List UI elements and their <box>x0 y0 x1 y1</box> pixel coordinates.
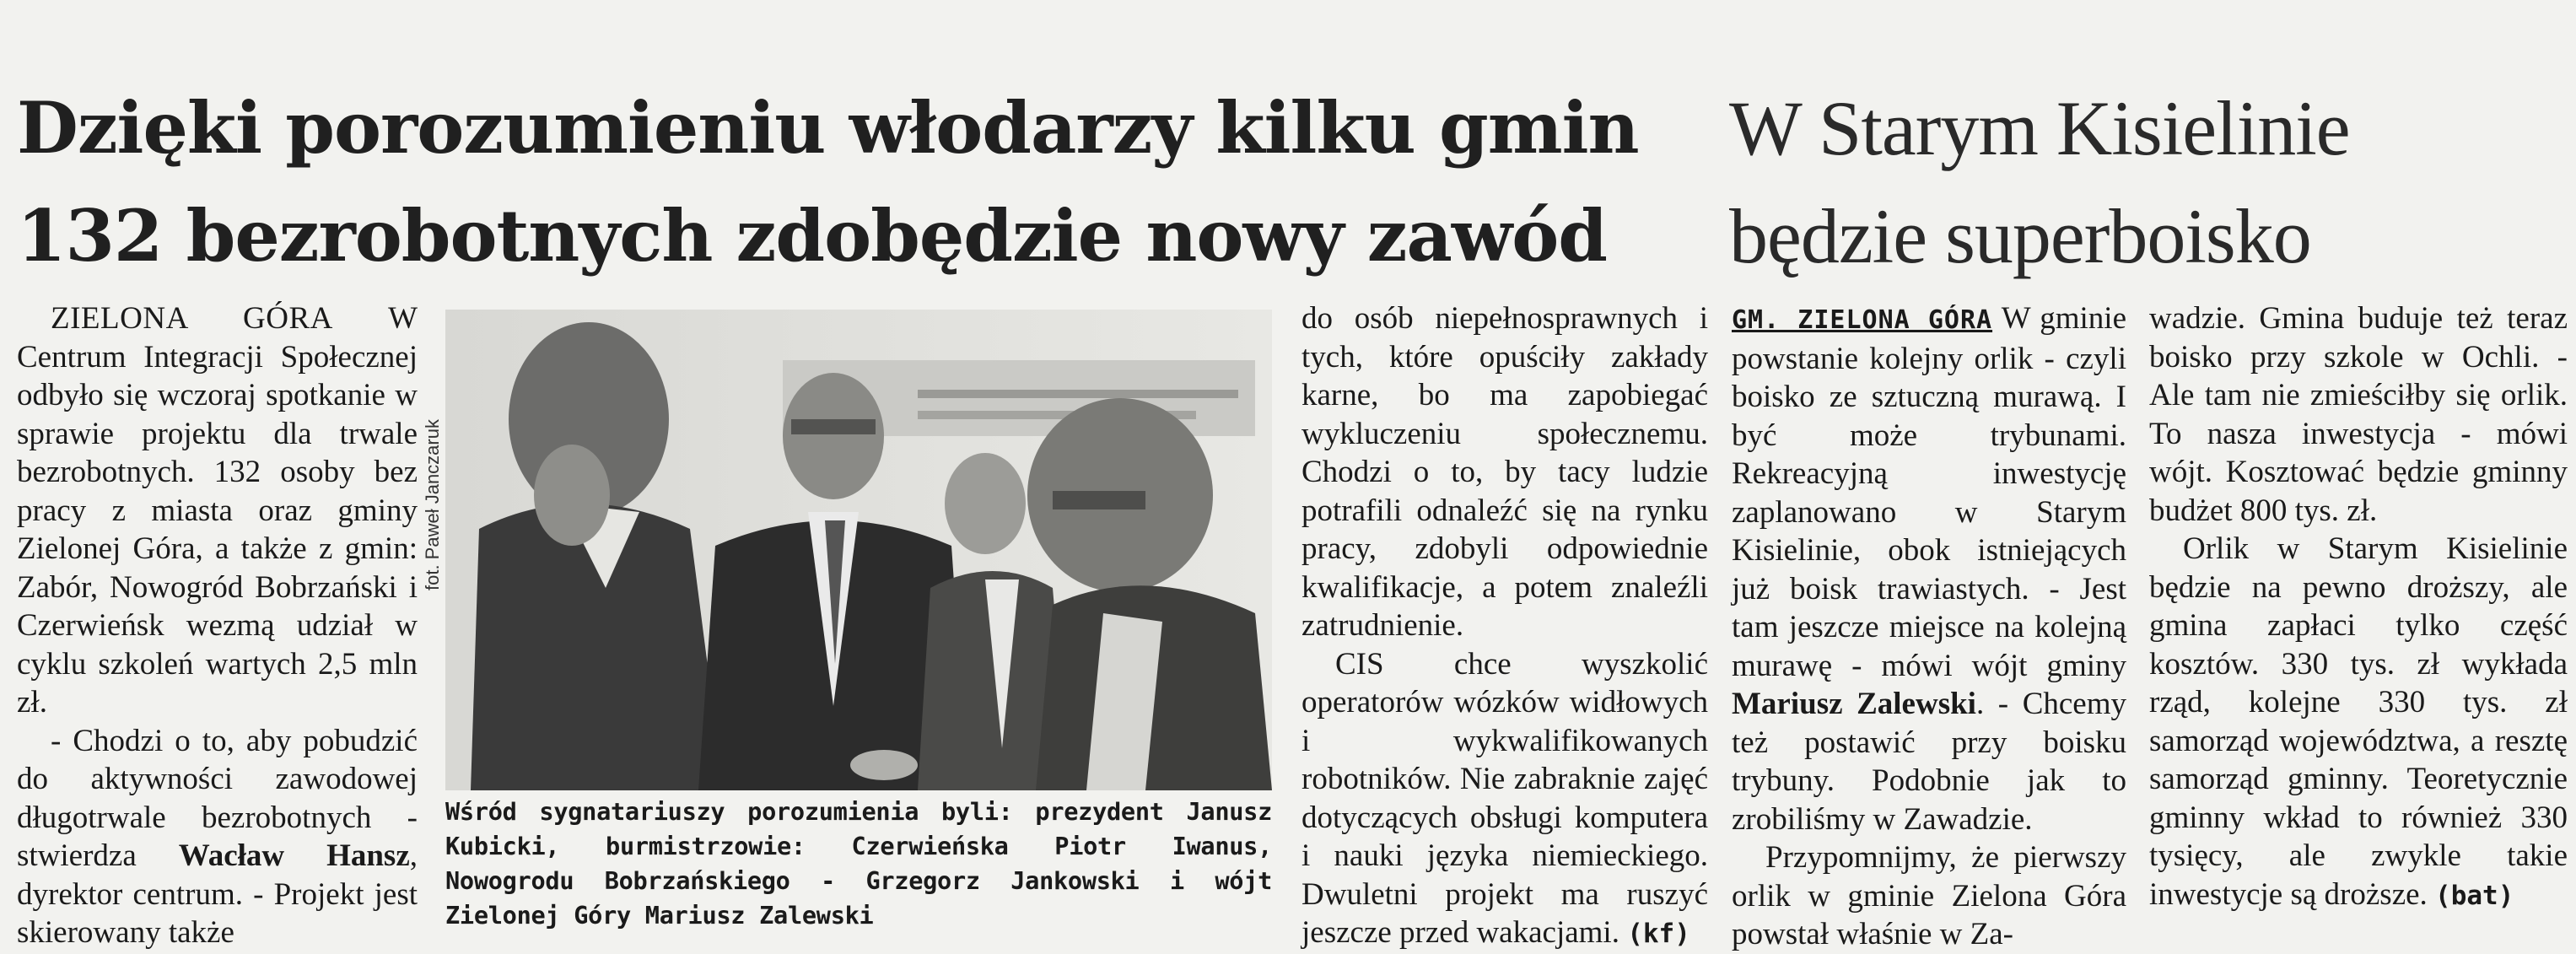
right-article-column-1 <box>1732 299 2126 951</box>
news-photo <box>445 310 1272 790</box>
right-person-name: Mariusz Zalewski <box>1732 687 1976 721</box>
photo-illustration <box>445 310 1272 790</box>
headline-right <box>1729 74 2564 290</box>
photo-credit: fot. Paweł Janczaruk <box>422 419 443 590</box>
left-paragraph-3: CIS chce wyszkolić operatorów wózków widłowych i wykwalifikowanych robotników. Nie zabraknie zajęć dotyczących obsługi komputera i nauki języka niemieckiego. Dwuletni projekt ma ruszyć jeszcze przed wakacjami. <box>1301 646 1708 950</box>
right-paragraph-1-end: . - Chcemy też postawić przy boisku trybuny. Podobnie jak to zrobiliśmy w Zawadzie. <box>1732 687 2126 837</box>
right-paragraph-2-part: Przypomnijmy, że pierwszy orlik w gminie Zielona Góra powstał właśnie w Za- <box>1732 840 2126 951</box>
headline-right-line1: W Starym Kisielinie <box>1729 85 2350 171</box>
headline-left-line2: 132 bezrobotnych zdobędzie nowy zawód <box>17 194 1607 278</box>
photo-caption: Wśród sygnatariuszy porozumienia byli: prezydent Janusz Kubicki, burmistrzowie: Czerwieńska Piotr Iwanus, Nowogrodu Bobrzańskiego - Grzegorz Jankowski i wójt Zielonej Góry Mariusz Zalewski <box>445 797 1272 930</box>
right-paragraph-3: Orlik w Starym Kisielinie będzie na pewno droższy, ale gmina zapłaci tylko część kosztów. 330 tys. zł wykłada rząd, kolejne 330 tys. zł samorząd województwa, a resztę samorząd gminny. Teoretycznie gminny wkład to również 330 tysięcy, ale zwykle takie inwestycje są droższe. <box>2149 531 2568 912</box>
right-paragraph-1-start: W gminie powstanie kolejny orlik - czyli boisko ze sztuczną murawą. I być może trybunami. Rekreacyjną inwestycję zaplanowano w Starym Kisielinie, obok istniejących już boisk trawiastych. - Jest tam jeszcze miejsce na kolejną murawę - mówi wójt gminy <box>1732 301 2126 683</box>
left-article-column-1 <box>17 299 418 950</box>
right-dateline: GM. ZIELONA GÓRA <box>1732 305 1993 335</box>
left-signature: (kf) <box>1627 919 1690 949</box>
left-dateline: ZIELONA GÓRA <box>51 301 333 336</box>
headline-left <box>17 74 1704 290</box>
left-person-name: Wacław Hansz <box>178 838 410 873</box>
left-paragraph-2-end: , dyrektor centrum. - Projekt jest skierowany także <box>17 838 418 950</box>
left-paragraph-2-start: - Chodzi o to, aby pobudzić do aktywności zawodowej długotrwale bezrobotnych - stwierdza <box>17 723 418 873</box>
right-signature: (bat) <box>2435 880 2514 911</box>
left-paragraph-1: W Centrum Integracji Społecznej odbyło się wczoraj spotkanie w sprawie projektu dla trwale bezrobotnych. 132 osoby bez pracy z miasta oraz gminy Zielonej Góra, a także z gmin: Zabór, Nowogród Bobrzański i Czerwieńsk wezmą udział w cyklu szkoleń wartych 2,5 mln zł. <box>17 301 418 720</box>
left-article-column-2: do osób niepełnosprawnych i tych, które opuściły zakłady karne, bo ma zapobiegać wykluczeniu społecznemu. Chodzi o to, by tacy ludzie potrafili odnaleźć się na rynku pracy, zdobyli odpowiednie kwalifikacje, a potem znaleźli zatrudnienie. CIS chce wyszkolić operatorów wózków widłowych i wykwalifikowanych robotników. Nie zabraknie zajęć dotyczących obsługi komputera i nauki języka niemieckiego. Dwuletni projekt ma ruszyć jeszcze przed wakacjami. (kf) <box>1301 301 1708 950</box>
right-article-column-2: wadzie. Gmina buduje też teraz boisko przy szkole w Ochli. - Ale tam nie zmieściłby się orlik. To nasza inwestycja - mówi wójt. Kosztować będzie gminny budżet 800 tys. zł. Orlik w Starym Kisielinie będzie na pewno droższy, ale gmina zapłaci tylko część kosztów. 330 tys. zł wykłada rząd, kolejne 330 tys. zł samorząd województwa, a resztę samorząd gminny. Teoretycznie gminny wkład to również 330 tysięcy, ale zwykle takie inwestycje są droższe. (bat) <box>2149 301 2568 912</box>
headline-left-line1: Dzięki porozumieniu włodarzy kilku gmin <box>17 86 1639 170</box>
headline-right-line2: będzie superboisko <box>1729 193 2311 279</box>
